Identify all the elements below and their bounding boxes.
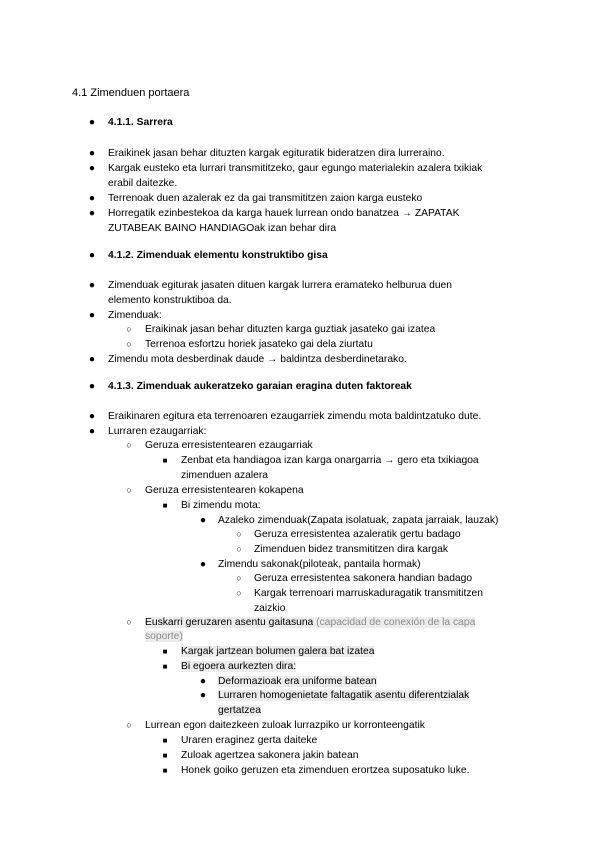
list-item-text: Lurraren homogenietate faltagatik asentu diferentzialak (218, 690, 470, 701)
bullet-dot: ● (88, 381, 96, 392)
list-item: Geruza erresistentea azaleratik gertu badago (254, 529, 461, 540)
bullet-dot: ● (88, 193, 96, 204)
bullet-circle: ○ (126, 440, 132, 450)
list-item-continuation: elemento konstruktiboa da. (108, 295, 232, 306)
list-item-highlighted (218, 688, 469, 703)
bullet-square: ■ (162, 766, 168, 775)
list-item: Zuloak agertzea sakonera jakin batean (181, 750, 359, 761)
list-item-continuation: zaizkio (254, 603, 286, 614)
list-item: Kargak terrenoari marruskaduragatik transmititzen (254, 588, 483, 599)
bullet-circle: ○ (126, 720, 132, 730)
list-item: Zimendu sakonak(piloteak, pantaila hormak) (218, 559, 421, 570)
bullet-dot: ● (199, 515, 207, 526)
list-item: Eraikinaren egitura eta terrenoaren ezaugarriek zimendu mota baldintzatuko dute. (108, 411, 482, 422)
section-title: 4.1 Zimenduen portaera (72, 87, 190, 99)
bullet-dot: ● (88, 310, 96, 321)
heading-sarrera: 4.1.1. Sarrera (108, 117, 173, 128)
bullet-square: ■ (162, 456, 168, 465)
list-item: Zimendu mota desberdinak daude → baldintza desberdinetarako. (108, 354, 407, 365)
list-item: Honek goiko geruzen eta zimenduen erortzea suposatuko luke. (181, 765, 470, 776)
bullet-dot: ● (88, 148, 96, 159)
bullet-circle: ○ (236, 529, 242, 539)
bullet-circle: ○ (126, 324, 132, 334)
bullet-dot: ● (88, 280, 96, 291)
list-item: Terrenoa esfortzu horiek jasateko gai dela ziurtatu (145, 339, 373, 350)
bullet-dot: ● (88, 354, 96, 365)
list-item: Zimenduen bidez transmititzen dira kargak (254, 544, 449, 555)
list-item-continuation: ZUTABEAK BAINO HANDIAGOak izan behar dira (108, 223, 337, 234)
bullet-dot: ● (199, 690, 207, 701)
translation-note: (capacidad de conexión de la capa (316, 617, 476, 628)
list-item: Eraikinek jasan behar dituzten kargak egituratik bideratzen dira lurreraino. (108, 148, 445, 159)
bullet-circle: ○ (126, 485, 132, 495)
list-item: Lurrean egon daitezkeen zuloak lurrazpiko ur korronteengatik (145, 720, 425, 731)
list-item: Horregatik ezinbestekoa da karga hauek lurrean ondo banatzea → ZAPATAK (108, 208, 460, 219)
list-item: Uraren eraginez gerta daiteke (181, 735, 318, 746)
list-item-text: Kargak jartzean bolumen galera bat izatea (181, 646, 375, 657)
bullet-circle: ○ (126, 339, 132, 349)
bullet-dot: ● (88, 426, 96, 437)
bullet-circle: ○ (236, 573, 242, 583)
list-item: Geruza erresistentearen ezaugarriak (145, 440, 313, 451)
list-item: Zenbat eta handiagoa izan karga onargarria → gero eta txikiagoa (181, 455, 479, 466)
list-item-highlighted (181, 659, 296, 674)
list-item: Eraikinak jasan behar dituzten karga guztiak jasateko gai izatea (145, 324, 436, 335)
bullet-square: ■ (162, 647, 168, 656)
list-item-highlighted (145, 615, 475, 630)
bullet-square: ■ (162, 736, 168, 745)
list-item-continuation (218, 703, 261, 718)
list-item: Azaleko zimenduak(Zapata isolatuak, zapata jarraiak, lauzak) (218, 515, 499, 526)
bullet-square: ■ (162, 662, 168, 671)
heading-zimenduak-elementu: 4.1.2. Zimenduak elementu konstruktibo gisa (108, 250, 328, 261)
list-item-highlighted (218, 674, 377, 689)
translation-note-continuation: soporte) (145, 631, 183, 642)
list-item-highlighted (181, 644, 374, 659)
list-item: Zimenduak: (108, 310, 162, 321)
list-item-continuation: erabil daitezke. (108, 178, 178, 189)
list-item: Geruza erresistentearen kokapena (145, 485, 304, 496)
list-item-continuation (145, 629, 183, 644)
bullet-dot: ● (199, 559, 207, 570)
list-item: Geruza erresistentea sakonera handian badago (254, 573, 473, 584)
list-item: Terrenoak duen azalerak ez da gai transmititzen zaion karga eusteko (108, 193, 423, 204)
list-item-continuation: zimenduen azalera (181, 470, 269, 481)
asentu-gaitasuna-text: Euskarri geruzaren asentu gaitasuna (145, 617, 314, 628)
bullet-dot: ● (199, 676, 207, 687)
bullet-dot: ● (88, 208, 96, 219)
list-item: Lurraren ezaugarriak: (108, 426, 207, 437)
bullet-circle: ○ (236, 544, 242, 554)
list-item: Kargak eusteko eta lurrari transmititzeko, gaur egungo materialekin azalera txikiak (108, 163, 483, 174)
bullet-circle: ○ (126, 617, 132, 627)
bullet-square: ■ (162, 501, 168, 510)
list-item-text: gertatzea (218, 705, 261, 716)
bullet-square: ■ (162, 751, 168, 760)
bullet-dot: ● (88, 117, 96, 128)
heading-faktoreak: 4.1.3. Zimenduak aukeratzeko garaian eragina duten faktoreak (108, 381, 412, 392)
list-item-text: Deformazioak era uniforme batean (218, 676, 377, 687)
list-item: Zimenduak egiturak jasaten dituen kargak lurrera eramateko helburua duen (108, 280, 453, 291)
bullet-dot: ● (88, 250, 96, 261)
bullet-dot: ● (88, 163, 96, 174)
list-item-text: Bi egoera aurkezten dira: (181, 661, 297, 672)
bullet-dot: ● (88, 411, 96, 422)
bullet-circle: ○ (236, 588, 242, 598)
list-item: Bi zimendu mota: (181, 500, 261, 511)
